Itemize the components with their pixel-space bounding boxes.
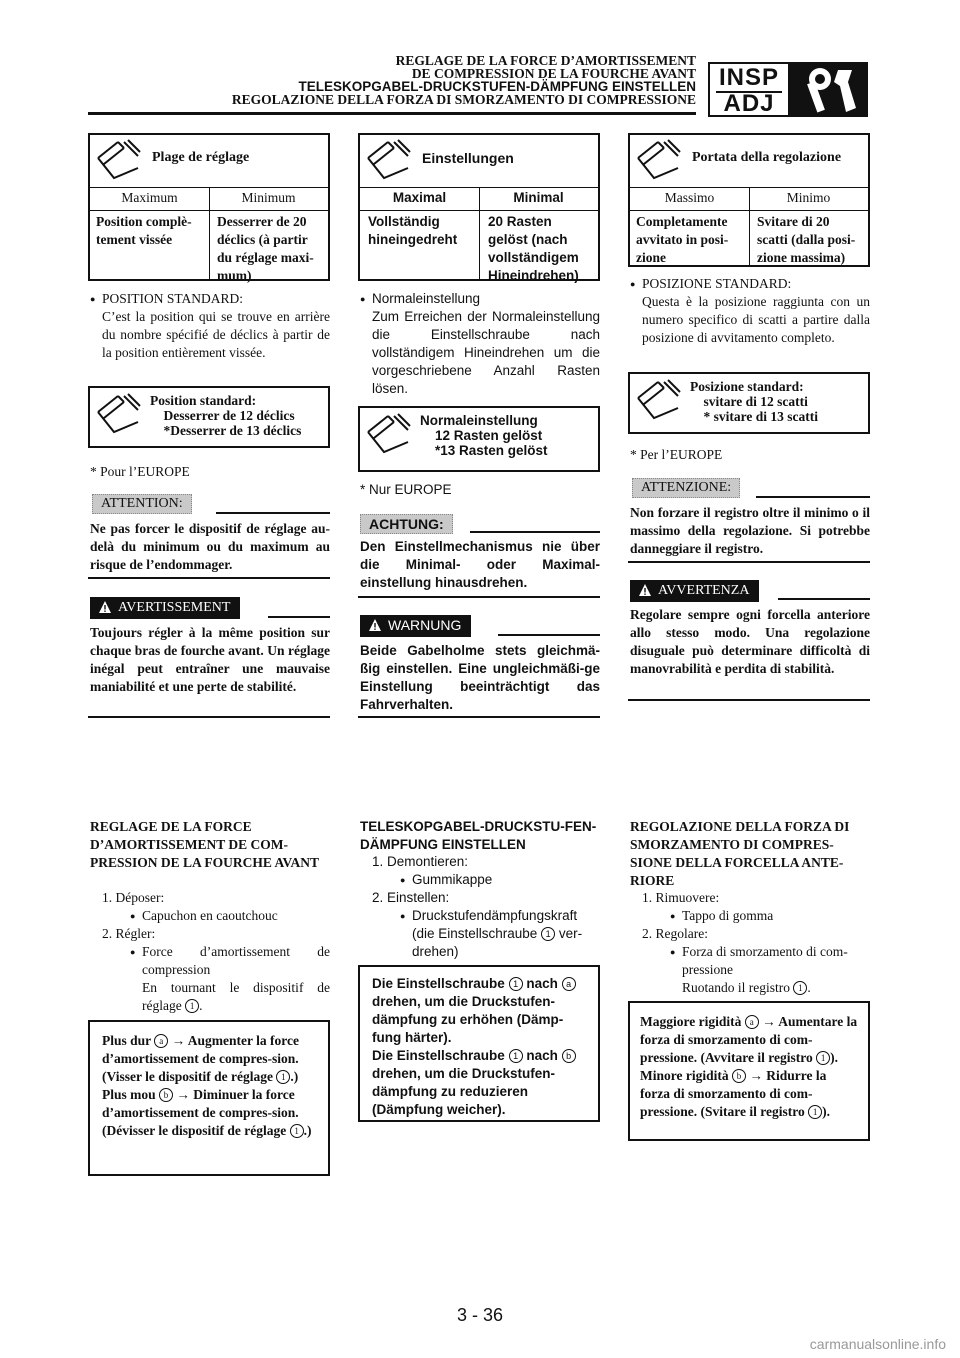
step-2-item: ● Force d’amortissement de compression [130,943,330,979]
fr-attention-text: Ne pas forcer le dispositif de réglage au-delà du minimum ou du maximum au risque de l’endommager. [90,521,330,572]
fr-steps: 1. Déposer: ● Capuchon en caoutchouc 2. Régler: ● Force d’amortissement de compression En tournant le dispositif de réglage 1 . [90,889,330,1015]
note-harder: Die Einstellschraube [372,976,505,991]
fr-europe-note: * Pour l’EUROPE [90,464,190,479]
spec-hand-icon [364,138,412,182]
callout-1: 1 [793,981,807,995]
fr-standard-position [90,290,330,362]
step-1-item: ● Tappo di gomma [670,907,870,925]
it-attention-text: Non forzare il registro oltre il minimo o il massimo della regolazione. Si potrebbe danneggiare il registro. [630,505,870,556]
std-text: Zum Erreichen der Normaleinstellung die Einstellschraube nach vollständigem Hineindrehen um die vorgeschriebene Anzahl Rasten lösen. [372,309,600,396]
watermark: carmanualsonline.info [809,1336,946,1352]
rule [358,716,600,718]
de-adjustment-table [358,133,600,281]
it-europe-note: * Per l’EUROPE [630,447,723,462]
step-2: 2. Régler: [102,926,156,941]
rule [628,561,870,563]
spec-hand-icon [364,412,412,456]
it-standard-box [628,372,870,434]
callout-1: 1 [276,1070,290,1084]
step-1: 1. Déposer: [102,890,165,905]
badge-insp: INSP [718,64,779,91]
it-steps: 1. Rimuovere: ● Tappo di gomma 2. Regolare: ● Forza di smorzamento di com-pressione Ruotando il registro 1 . [630,889,870,997]
header-line-1: REGLAGE DE LA FORCE D’AMORTISSEMENT [395,53,696,68]
header-line-3: TELESKOPGABEL-DRUCKSTUFEN-DÄMPFUNG EINSTELLEN [298,79,696,94]
badge-adj: ADJ [723,90,775,117]
it-warning-label [630,580,759,602]
step-1: 1. Demontieren: [372,854,469,869]
de-warning-label [360,615,471,637]
callout-1: 1 [509,977,523,991]
std-title: ● POSIZIONE STANDARD: [630,275,870,293]
table-divider [479,187,480,279]
std-title: ● Normaleinstellung [360,290,600,308]
callout-1: 1 [185,999,199,1013]
insp-adj-badge [708,62,790,117]
de-note-box [358,965,600,1122]
note-harder: Plus dur [102,1033,151,1048]
col-min: Minimo [786,190,831,205]
note-harder-text: → Aumentare la forza di smorzamento di com-pressione. (Avvitare il registro [640,1014,858,1065]
fr-attention-label: ATTENTION: [92,494,192,514]
table-title-row [90,135,328,188]
std-title: ● POSITION STANDARD: [90,290,330,308]
de-section-title: TELESKOPGABEL-DRUCKSTU-FEN-DÄMPFUNG EINSTELLEN [360,819,597,852]
callout-1: 1 [816,1051,830,1065]
col-max: Massimo [664,190,715,205]
spec-hand-icon [94,392,142,436]
callout-1: 1 [509,1049,523,1063]
table-divider [209,187,210,279]
std-box-text: Normaleinstellung 12 Rasten gelöst *13 Rasten gelöst [420,413,548,458]
rule [628,699,870,701]
note-harder-text: → Augmenter la force d’amortissement de compres-sion. (Visser le dispositif de réglage [102,1033,300,1084]
cell-min: Desserrer de 20 déclics (à partir du réglage maxi- mum) [217,214,314,283]
note-harder-text: drehen, um die Druckstufen-dämpfung zu erhöhen (Dämp-fung härter). [372,994,564,1045]
table-title-row [360,135,598,188]
step-1-item: ● Capuchon en caoutchouc [130,907,330,925]
callout-1: 1 [290,1124,304,1138]
callout-b: b [562,1049,576,1063]
de-europe-note: * Nur EUROPE [360,482,452,497]
warning-label-text: AVVERTENZA [658,583,750,598]
de-standard-position [360,290,600,398]
note-softer: Die Einstellschraube [372,1048,505,1063]
cell-max: Position complè- tement vissée [96,214,192,247]
cell-min: Svitare di 20 scatti (dalla posi- zione massima) [757,214,856,265]
col-max: Maximal [392,190,447,205]
table-title-row [630,135,868,188]
step-2-sub: En tournant le dispositif de réglage [142,980,330,1013]
fr-standard-box [88,386,330,448]
it-adjustment-table [628,133,870,267]
attention-rule [216,512,330,514]
step-2-item: Druckstufendämpfungskraft (die Einstellschraube [412,908,578,941]
page-number: 3 - 36 [456,1305,504,1325]
de-warning-text: Beide Gabelholme stets gleichmä-ßig einstellen. Eine ungleichmäßi-ge Einstellung beeinträchtigt das Fahrverhalten. [360,643,600,712]
std-box-text: Posizione standard: svitare di 12 scatti * svitare di 13 scatti [690,379,818,424]
de-attention-text: Den Einstellmechanismus nie über die Minimal- oder Maximal-einstellung hinausdrehen. [360,539,600,590]
fr-note-box: Plus dur a → Augmenter la force d’amortissement de compres-sion. (Visser le dispositif de réglage 1 .) Plus mou b → Diminuer la force d’amortissement de compres-sion. (Dévisser le dispositif de réglage 1 .) [88,1020,330,1176]
cell-max: Completamente avvitato in posi- zione [636,214,729,265]
note-softer-nach: nach [526,1048,558,1063]
tools-icon [790,62,868,117]
fr-adjustment-table [88,133,330,281]
de-attention-label: ACHTUNG: [360,514,453,534]
std-box-text: Position standard: Desserrer de 12 déclics *Desserrer de 13 déclics [150,393,302,438]
callout-b: b [732,1069,746,1083]
it-section-title: REGOLAZIONE DELLA FORZA DI SMORZAMENTO DI COMPRES-SIONE DELLA FORCELLA ANTE-RIORE [630,819,850,888]
note-softer-text: → Diminuer la force d’amortissement de compres-sion. (Dévisser le dispositif de réglage [102,1087,299,1138]
step-2-tail: ver-drehen) [412,926,583,959]
warning-label-text: WARNUNG [388,617,462,633]
step-2: 2. Regolare: [642,926,708,941]
std-text: Questa è la posizione raggiunta con un numero specifico di scatti a partire dalla posizione di avvitamento completo. [642,294,870,345]
note-softer: Minore rigidità [640,1068,729,1083]
fr-warning-text: Toujours régler à la même position sur chaque bras de fourche avant. Un réglage inégal peut entraîner une mauvaise maniabilité et une perte de stabilité. [90,625,330,694]
header-rule [88,112,696,115]
note-softer-text: → Ridurre la forza di smorzamento di com-pressione. (Svitare il registro [640,1068,827,1119]
rule [88,716,330,718]
spec-hand-icon [94,138,142,182]
rule [88,577,330,579]
attention-rule [470,531,600,533]
callout-1: 1 [808,1105,822,1119]
fr-warning-label [90,597,240,619]
spec-hand-icon [634,378,682,422]
callout-1: 1 [541,927,555,941]
step-1-item: ● Gummikappe [400,871,600,889]
col-min: Minimum [241,190,296,205]
note-softer: Plus mou [102,1087,156,1102]
warning-rule [268,616,330,618]
de-standard-box [358,406,600,472]
note-harder: Maggiore rigidità [640,1014,742,1029]
warning-triangle-icon [638,583,652,597]
it-standard-position [630,275,870,347]
it-warning-text: Regolare sempre ogni forcella anteriore allo stesso modo. Una regolazione disuguale può determinare difficoltà di manovrabilità e perdita di stabilità. [630,607,870,676]
header-line-2: DE COMPRESSION DE LA FOURCHE AVANT [411,66,696,81]
warning-triangle-icon [368,618,382,632]
rule [358,596,600,598]
step-2-item: ● Forza di smorzamento di com-pressione [670,943,870,979]
table-divider [749,187,750,265]
warning-triangle-icon [98,600,112,614]
callout-a: a [154,1034,168,1048]
cell-min: 20 Rasten gelöst (nach vollständigem Hineindrehen) [488,214,579,283]
cell-max: Vollständig hineingedreht [368,214,458,247]
it-attention-label: ATTENZIONE: [632,478,740,498]
attention-rule [756,496,870,498]
callout-b: b [159,1088,173,1102]
warning-rule [778,598,870,600]
step-2-sub: Ruotando il registro [682,980,790,995]
callout-a: a [745,1015,759,1029]
std-text: C’est la position qui se trouve en arrière du nombre spécifié de déclics à partir de la position entièrement vissée. [102,309,330,360]
warning-label-text: AVERTISSEMENT [118,600,231,615]
note-softer-text: drehen, um die Druckstufen-dämpfung zu reduzieren (Dämpfung weicher). [372,1066,556,1117]
note-harder-nach: nach [526,976,558,991]
fr-section-title: REGLAGE DE LA FORCE D’AMORTISSEMENT DE COM-PRESSION DE LA FOURCHE AVANT [90,819,320,870]
warning-rule [498,634,600,636]
col-min: Minimal [513,190,564,205]
table-title: Einstellungen [422,150,514,166]
col-max: Maximum [121,190,178,205]
callout-a: a [562,977,576,991]
header-line-4: REGOLAZIONE DELLA FORZA DI SMORZAMENTO DI COMPRESSIONE [231,92,696,107]
it-note-box: Maggiore rigidità a → Aumentare la forza di smorzamento di com-pressione. (Avvitare il registro 1 ). Minore rigidità b → Ridurre la forza di smorzamento di com-pressione. (Svitare il registro 1 ). [628,1001,870,1141]
de-steps [360,853,600,961]
step-1: 1. Rimuovere: [642,890,720,905]
table-title: Portata della regolazione [692,150,842,165]
step-2: 2. Einstellen: [372,890,450,905]
spec-hand-icon [634,138,682,182]
table-title: Plage de réglage [152,150,250,165]
page-header [232,54,696,106]
